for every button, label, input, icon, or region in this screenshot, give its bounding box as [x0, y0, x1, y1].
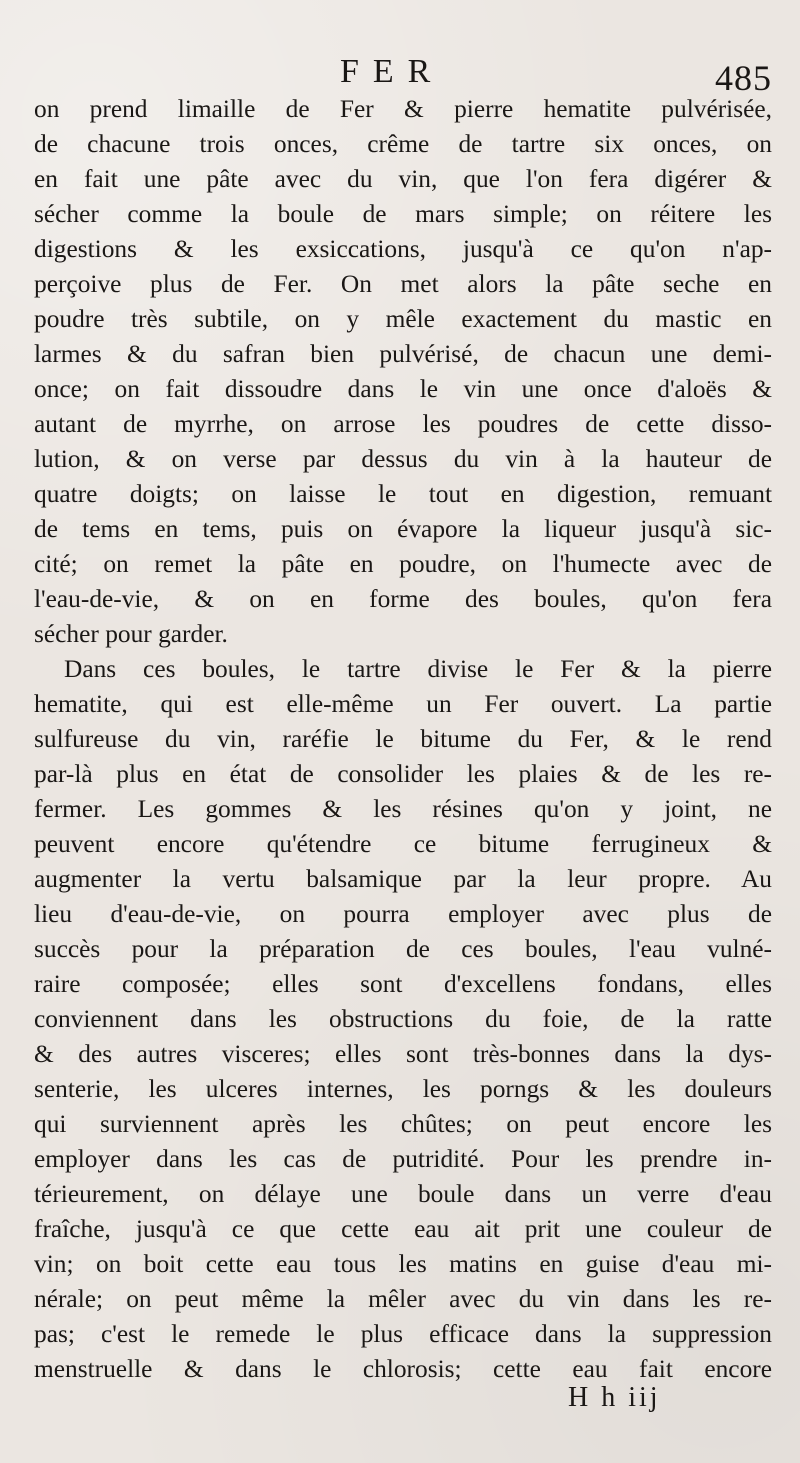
text-line: sécher pour garder.: [34, 620, 228, 648]
signature-mark: H h iij: [568, 1382, 661, 1413]
text-line: fermer. Les gommes & les résines qu'on y joint, ne: [34, 795, 772, 823]
body-text: [34, 92, 772, 1387]
text-line: sécher comme la boule de mars simple; on réitere les: [34, 200, 772, 228]
text-line: hematite, qui est elle-même un Fer ouvert. La partie: [34, 690, 772, 718]
text-line: par-là plus en état de consolider les plaies & de les re-: [34, 760, 772, 788]
text-line: autant de myrrhe, on arrose les poudres de cette disso-: [34, 410, 772, 438]
text-line: lution, & on verse par dessus du vin à la hauteur de: [34, 445, 772, 473]
text-line: augmenter la vertu balsamique par la leur propre. Au: [34, 865, 772, 893]
text-line: perçoive plus de Fer. On met alors la pâte seche en: [34, 270, 772, 298]
text-line: en fait une pâte avec du vin, que l'on fera digérer &: [34, 165, 772, 193]
text-line: succès pour la préparation de ces boules, l'eau vulné-: [34, 935, 772, 963]
text-line: conviennent dans les obstructions du foie, de la ratte: [34, 1005, 772, 1033]
text-line: raire composée; elles sont d'excellens fondans, elles: [34, 970, 772, 998]
text-line: sulfureuse du vin, raréfie le bitume du Fer, & le rend: [34, 725, 772, 753]
text-line: vin; on boit cette eau tous les matins en guise d'eau mi-: [34, 1250, 772, 1278]
text-line: on prend limaille de Fer & pierre hematite pulvérisée,: [34, 95, 772, 123]
text-line: nérale; on peut même la mêler avec du vin dans les re-: [34, 1285, 772, 1313]
running-head: [0, 48, 800, 96]
text-line: digestions & les exsiccations, jusqu'à ce qu'on n'ap-: [34, 235, 772, 263]
page-number: 485: [715, 58, 772, 98]
text-line: fraîche, jusqu'à ce que cette eau ait prit une couleur de: [34, 1215, 772, 1243]
text-line: menstruelle & dans le chlorosis; cette eau fait encore: [34, 1355, 772, 1383]
text-line: l'eau-de-vie, & on en forme des boules, qu'on fera: [34, 585, 772, 613]
running-title: FER: [340, 53, 445, 90]
text-line: pas; c'est le remede le plus efficace dans la suppression: [34, 1320, 772, 1348]
text-line: lieu d'eau-de-vie, on pourra employer avec plus de: [34, 900, 772, 928]
text-line: larmes & du safran bien pulvérisé, de chacun une demi-: [34, 340, 772, 368]
text-line: once; on fait dissoudre dans le vin une once d'aloës &: [34, 375, 772, 403]
text-line: quatre doigts; on laisse le tout en digestion, remuant: [34, 480, 772, 508]
text-line: & des autres visceres; elles sont très-bonnes dans la dys-: [34, 1040, 772, 1068]
text-line: qui surviennent après les chûtes; on peut encore les: [34, 1110, 772, 1138]
text-line: cité; on remet la pâte en poudre, on l'humecte avec de: [34, 550, 772, 578]
text-line-paragraph-start: Dans ces boules, le tartre divise le Fer & la pierre: [64, 655, 772, 683]
text-line: térieurement, on délaye une boule dans un verre d'eau: [34, 1180, 772, 1208]
text-line: de chacune trois onces, crême de tartre six onces, on: [34, 130, 772, 158]
text-line: senterie, les ulceres internes, les porngs & les douleurs: [34, 1075, 772, 1103]
text-line: poudre très subtile, on y mêle exactement du mastic en: [34, 305, 772, 333]
text-line: employer dans les cas de putridité. Pour les prendre in-: [34, 1145, 772, 1173]
text-line: de tems en tems, puis on évapore la liqueur jusqu'à sic-: [34, 515, 772, 543]
text-line: peuvent encore qu'étendre ce bitume ferrugineux &: [34, 830, 772, 858]
